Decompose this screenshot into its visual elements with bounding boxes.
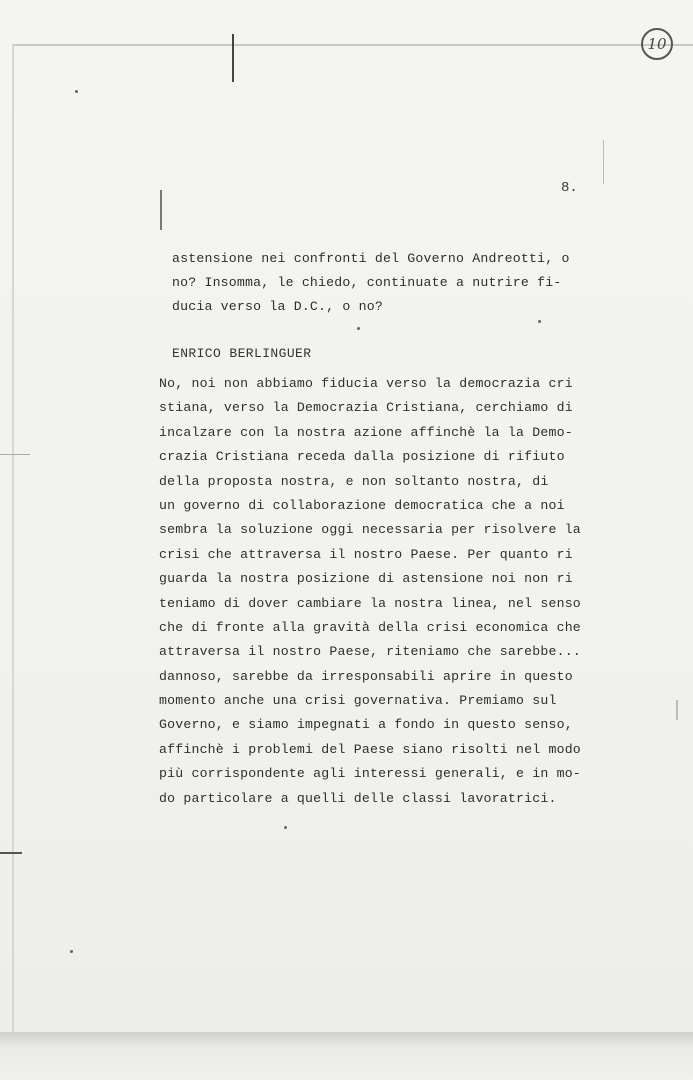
text-line: più corrispondente agli interessi generali, e in mo- (159, 766, 581, 782)
binding-mark (232, 34, 234, 82)
text-line: No, noi non abbiamo fiducia verso la democrazia cri (159, 376, 573, 391)
text-line: affinchè i problemi del Paese siano risolti nel modo (159, 741, 581, 757)
binding-mark (603, 140, 604, 184)
margin-mark (0, 852, 22, 854)
question-paragraph (172, 247, 570, 319)
text-line: astensione nei confronti del Governo Andreotti, o (172, 251, 570, 266)
text-line: ducia verso la D.C., o no? (172, 299, 383, 314)
page-number: 8. (561, 180, 578, 196)
speaker-name: ENRICO BERLINGUER (172, 346, 312, 361)
text-line: teniamo di dover cambiare la nostra linea, nel senso (159, 595, 581, 611)
page-left-edge (12, 44, 14, 1034)
text-line: Governo, e siamo impegnati a fondo in questo senso, (159, 717, 573, 733)
text-line: crisi che attraversa il nostro Paese. Per quanto ri (159, 546, 573, 562)
speck (357, 327, 360, 330)
text-line: do particolare a quelli delle classi lavoratrici. (159, 790, 557, 806)
answer-paragraph (159, 372, 581, 811)
text-line: della proposta nostra, e non soltanto nostra, di (159, 473, 549, 489)
speck (538, 320, 541, 323)
speck (284, 826, 287, 829)
text-line: attraversa il nostro Paese, riteniamo che sarebbe... (159, 644, 581, 660)
margin-mark (676, 700, 678, 720)
page-stamp: 10 (641, 28, 673, 60)
text-line: no? Insomma, le chiedo, continuate a nutrire fi- (172, 275, 562, 290)
binding-mark (160, 190, 162, 230)
text-line: momento anche una crisi governativa. Premiamo sul (159, 693, 557, 709)
text-line: sembra la soluzione oggi necessaria per risolvere la (159, 522, 581, 538)
text-line: dannoso, sarebbe da irresponsabili aprire in questo (159, 668, 573, 684)
margin-mark (0, 454, 30, 455)
speck (70, 950, 73, 953)
text-line: un governo di collaborazione democratica che a noi (159, 497, 565, 513)
text-line: che di fronte alla gravità della crisi economica che (159, 619, 581, 635)
text-line: guarda la nostra posizione di astensione noi non ri (159, 571, 573, 587)
text-line: stiana, verso la Democrazia Cristiana, cerchiamo di (159, 400, 573, 416)
page-top-edge (14, 44, 693, 46)
speck (75, 90, 78, 93)
text-line: crazia Cristiana receda dalla posizione di rifiuto (159, 449, 565, 465)
page-bottom-edge (0, 1032, 693, 1080)
text-line: incalzare con la nostra azione affinchè la la Demo- (159, 424, 573, 440)
